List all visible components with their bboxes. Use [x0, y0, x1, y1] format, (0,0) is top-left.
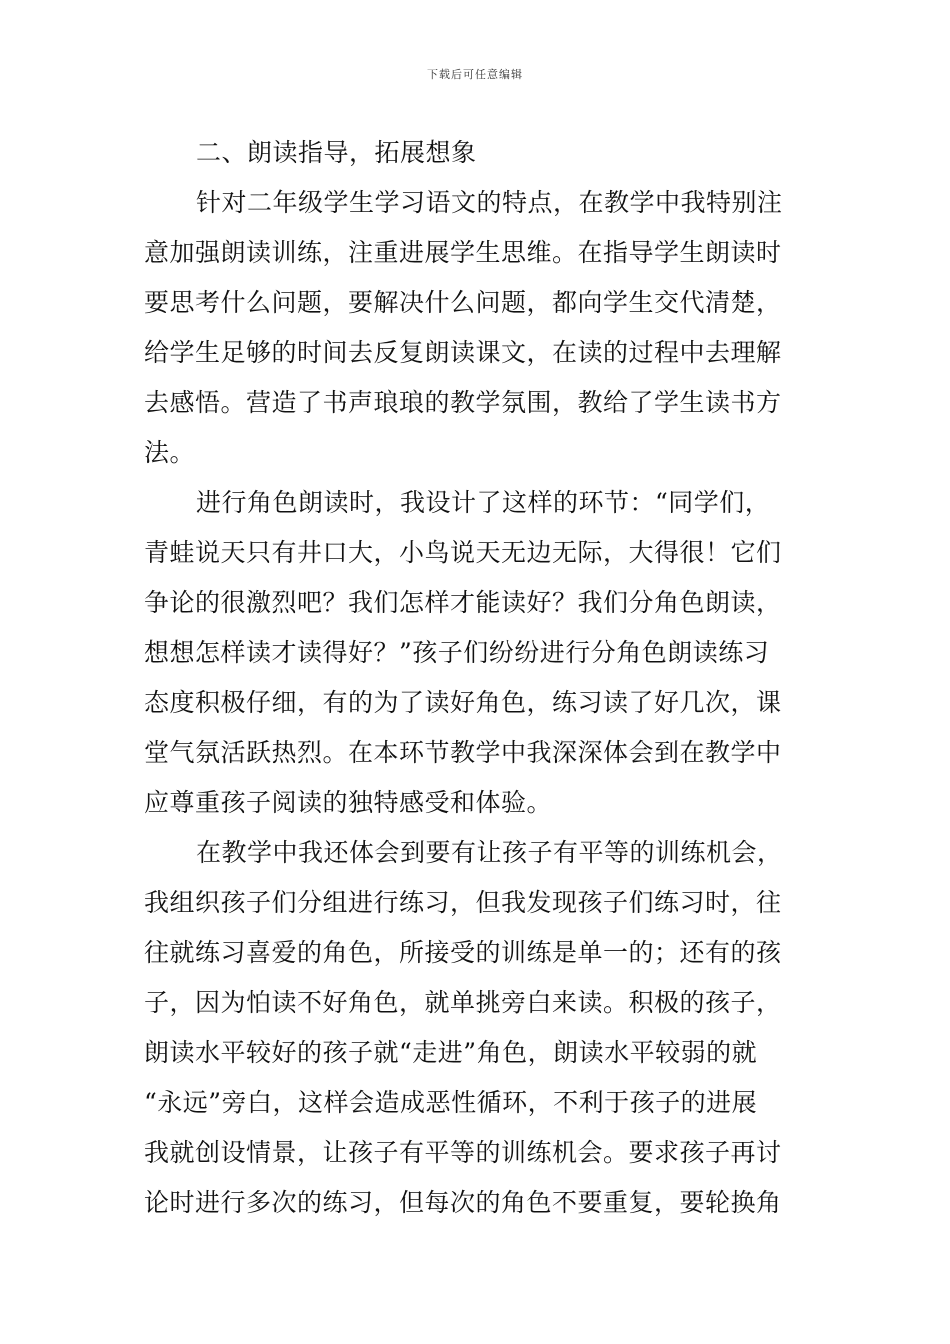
- paragraph-line: 我组织孩子们分组进行练习，但我发现孩子们练习时，往: [144, 888, 782, 917]
- paragraph-line: 子，因为怕读不好角色，就单挑旁白来读。积极的孩子，: [144, 988, 782, 1017]
- paragraph-line: 争论的很激烈吧？我们怎样才能读好？我们分角色朗读，: [144, 588, 782, 617]
- paragraph-line: 在教学中我还体会到要有让孩子有平等的训练机会，: [196, 838, 783, 867]
- paragraph-line: 针对二年级学生学习语文的特点，在教学中我特别注: [196, 188, 783, 217]
- paragraph-line: 往就练习喜爱的角色，所接受的训练是单一的；还有的孩: [144, 938, 782, 967]
- paragraph-line: 给学生足够的时间去反复朗读课文，在读的过程中去理解: [144, 338, 782, 367]
- paragraph-line: 青蛙说天只有井口大，小鸟说天无边无际，大得很！它们: [144, 538, 782, 567]
- document-body: [144, 128, 808, 1228]
- section-heading: 二、朗读指导，拓展想象: [196, 138, 477, 167]
- paragraph-line: 态度积极仔细，有的为了读好角色，练习读了好几次，课: [144, 688, 782, 717]
- paragraph-line: 应尊重孩子阅读的独特感受和体验。: [144, 788, 553, 817]
- paragraph-line: 意加强朗读训练，注重进展学生思维。在指导学生朗读时: [144, 238, 782, 267]
- paragraph-line: 法。: [144, 438, 196, 467]
- paragraph-line: 进行角色朗读时，我设计了这样的环节：“同学们，: [196, 488, 771, 517]
- paragraph-line: 想想怎样读才读得好？”孩子们纷纷进行分角色朗读练习: [144, 638, 770, 667]
- paragraph-line: 要思考什么问题，要解决什么问题，都向学生交代清楚，: [144, 288, 782, 317]
- paragraph-line: 去感悟。营造了书声琅琅的教学氛围，教给了学生读书方: [144, 388, 782, 417]
- page-header-note: 下载后可任意编辑: [427, 68, 523, 81]
- paragraph-line: 论时进行多次的练习，但每次的角色不要重复，要轮换角: [144, 1188, 782, 1217]
- paragraph-line: 我就创设情景，让孩子有平等的训练机会。要求孩子再讨: [144, 1138, 782, 1167]
- paragraph-line: 朗读水平较好的孩子就“走进”角色，朗读水平较弱的就: [144, 1038, 758, 1067]
- paragraph-line: “永远”旁白，这样会造成恶性循环，不利于孩子的进展: [144, 1088, 758, 1117]
- paragraph-line: 堂气氛活跃热烈。在本环节教学中我深深体会到在教学中: [144, 738, 782, 767]
